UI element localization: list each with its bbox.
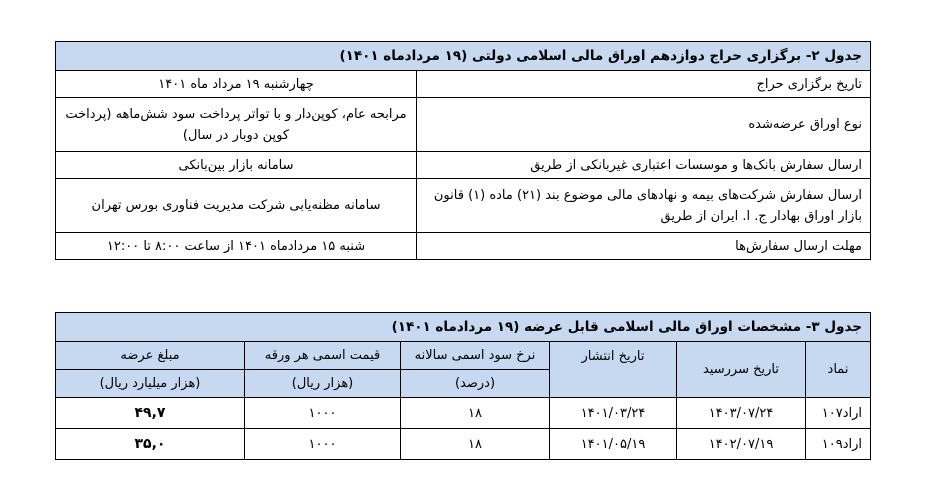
row-value: شنبه ۱۵ مردادماه ۱۴۰۱ از ساعت ۸:۰۰ تا ۱۲:۰۰ (56, 233, 417, 260)
header-rate: نرخ سود اسمی سالانه (401, 342, 550, 370)
table-row (56, 152, 871, 179)
cell-issue: ۱۴۰۱/۰۳/۲۴ (550, 398, 677, 429)
header-amount-unit: (هزار میلیارد ریال) (56, 370, 245, 398)
header-symbol: نماد (806, 342, 871, 398)
table-row (56, 71, 871, 98)
row-label: مهلت ارسال سفارش‌ها (417, 233, 871, 260)
cell-face: ۱۰۰۰ (245, 429, 401, 460)
specs-table-title: جدول ۳- مشخصات اوراق مالی اسلامی قابل عرضه (۱۹ مردادماه ۱۴۰۱) (56, 313, 871, 342)
cell-face: ۱۰۰۰ (245, 398, 401, 429)
securities-specs-table (55, 312, 871, 460)
auction-details-table (55, 41, 871, 260)
row-label: تاریخ برگزاری حراج (417, 71, 871, 98)
row-label: ارسال سفارش بانک‌ها و موسسات اعتباری غیربانکی از طریق (417, 152, 871, 179)
table-title-row (56, 42, 871, 71)
table-row (56, 429, 871, 460)
header-face: قیمت اسمی هر ورقه (245, 342, 401, 370)
header-issue: تاریخ انتشار (550, 342, 677, 398)
header-rate-unit: (درصد) (401, 370, 550, 398)
cell-rate: ۱۸ (401, 398, 550, 429)
auction-table-title: جدول ۲- برگزاری حراج دوازدهم اوراق مالی اسلامی دولتی (۱۹ مردادماه ۱۴۰۱) (56, 42, 871, 71)
row-value: چهارشنبه ۱۹ مرداد ماه ۱۴۰۱ (56, 71, 417, 98)
table-row (56, 398, 871, 429)
cell-amount: ۴۹,۷ (56, 398, 245, 429)
cell-amount: ۳۵,۰ (56, 429, 245, 460)
row-value: مرابحه عام، کوپن‌دار و با تواتر پرداخت سود شش‌ماهه (پرداخت کوپن دوبار در سال) (56, 98, 417, 152)
table-row (56, 233, 871, 260)
row-label: ارسال سفارش شرکت‌های بیمه و نهادهای مالی موضوع بند (۲۱) ماده (۱) قانون بازار اوراق بهادار ج. ا. ایران از طریق (417, 179, 871, 233)
cell-symbol: اراد۱۰۹ (806, 429, 871, 460)
header-row (56, 342, 871, 370)
cell-symbol: اراد۱۰۷ (806, 398, 871, 429)
table-title-row (56, 313, 871, 342)
cell-issue: ۱۴۰۱/۰۵/۱۹ (550, 429, 677, 460)
table-row (56, 179, 871, 233)
table-row (56, 98, 871, 152)
cell-maturity: ۱۴۰۲/۰۷/۱۹ (677, 429, 806, 460)
header-face-unit: (هزار ریال) (245, 370, 401, 398)
row-value: سامانه مظنه‌یابی شرکت مدیریت فناوری بورس تهران (56, 179, 417, 233)
row-value: سامانه بازار بین‌بانکی (56, 152, 417, 179)
header-amount: مبلغ عرضه (56, 342, 245, 370)
row-label: نوع اوراق عرضه‌شده (417, 98, 871, 152)
cell-rate: ۱۸ (401, 429, 550, 460)
header-maturity: تاریخ سررسید (677, 342, 806, 398)
cell-maturity: ۱۴۰۳/۰۷/۲۴ (677, 398, 806, 429)
